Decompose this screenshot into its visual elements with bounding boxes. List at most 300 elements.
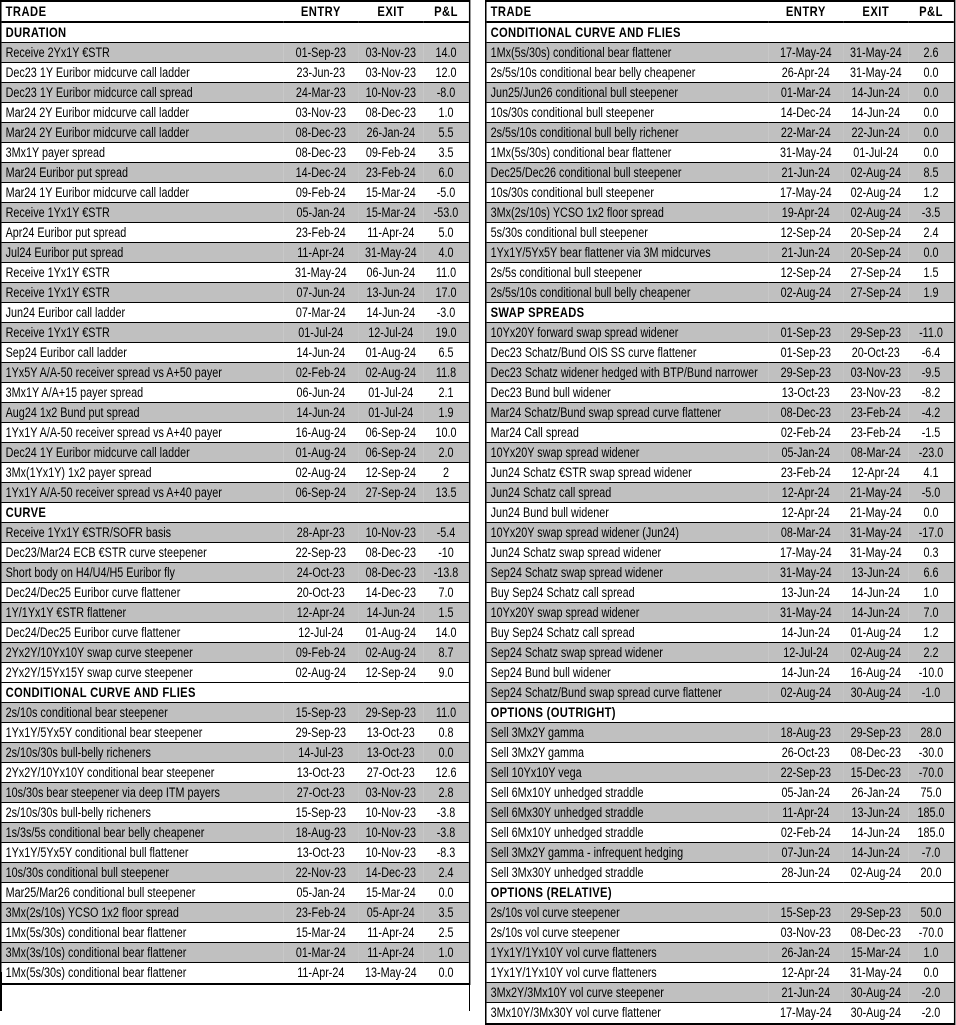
- entry-date-cell: 17-May-24: [768, 1003, 843, 1023]
- table-row: [487, 483, 954, 503]
- trade-name-cell: 3Mx(2s/10s) YCSO 1x2 floor spread: [2, 903, 284, 923]
- pnl-cell: 0.3: [908, 543, 954, 563]
- trade-name-cell: 2Yx2Y/10Yx10Y swap curve steepener: [2, 643, 284, 663]
- exit-date-cell: 14-Jun-24: [358, 603, 423, 623]
- entry-date-cell: 20-Oct-23: [283, 583, 358, 603]
- trade-name-cell: 1Yx1Y/1Yx10Y vol curve flatteners: [487, 963, 769, 983]
- table-row: [2, 903, 469, 923]
- entry-date-cell: 28-Apr-23: [283, 523, 358, 543]
- entry-date-cell: 01-Aug-24: [283, 443, 358, 463]
- pnl-cell: -3.8: [423, 803, 469, 823]
- pnl-cell: 0.0: [423, 743, 469, 763]
- entry-date-cell: 14-Jul-23: [283, 743, 358, 763]
- table-row: [2, 543, 469, 563]
- trade-name-cell: Apr24 Euribor put spread: [2, 223, 284, 243]
- trade-name-cell: 2s/10s conditional bear steepener: [2, 703, 284, 723]
- section-title: CURVE: [2, 503, 469, 523]
- trade-name-cell: Sell 3Mx2Y gamma - infrequent hedging: [487, 843, 769, 863]
- column-header-trade: TRADE: [2, 2, 284, 23]
- pnl-cell: 1.9: [423, 403, 469, 423]
- table-row: [487, 623, 954, 643]
- trade-name-cell: 1Yx1Y A/A-50 receiver spread vs A+40 payer: [2, 423, 284, 443]
- table-row: [487, 863, 954, 883]
- trade-name-cell: Jun24 Schatz swap spread widener: [487, 543, 769, 563]
- exit-date-cell: 10-Nov-23: [358, 823, 423, 843]
- table-row: [2, 843, 469, 863]
- table-row: [2, 723, 469, 743]
- trade-name-cell: 10Yx20Y forward swap spread widener: [487, 323, 769, 343]
- trade-name-cell: Sell 3Mx2Y gamma: [487, 723, 769, 743]
- trade-name-cell: Aug24 1x2 Bund put spread: [2, 403, 284, 423]
- pnl-cell: 4.0: [423, 243, 469, 263]
- exit-date-cell: 06-Sep-24: [358, 423, 423, 443]
- trade-name-cell: 2s/10s vol curve steepener: [487, 903, 769, 923]
- column-header-exit: EXIT: [358, 2, 423, 23]
- entry-date-cell: 28-Jun-24: [768, 863, 843, 883]
- table-row: [2, 703, 469, 723]
- pnl-cell: 0.0: [908, 963, 954, 983]
- pnl-cell: 6.5: [423, 343, 469, 363]
- pnl-cell: 10.0: [423, 423, 469, 443]
- pnl-cell: 11.0: [423, 703, 469, 723]
- pnl-cell: 1.5: [423, 603, 469, 623]
- entry-date-cell: 13-Oct-23: [283, 763, 358, 783]
- trades-table-left: [0, 0, 470, 985]
- table-section: [2, 683, 469, 983]
- exit-date-cell: 09-Feb-24: [358, 143, 423, 163]
- exit-date-cell: 03-Nov-23: [358, 63, 423, 83]
- trade-name-cell: Dec23 Schatz/Bund OIS SS curve flattener: [487, 343, 769, 363]
- trade-name-cell: Dec23/Mar24 ECB €STR curve steepener: [2, 543, 284, 563]
- entry-date-cell: 31-May-24: [283, 263, 358, 283]
- table-row: [487, 903, 954, 923]
- table-row: [487, 563, 954, 583]
- section-header-row: [487, 23, 954, 43]
- table-row: [2, 143, 469, 163]
- entry-date-cell: 07-Mar-24: [283, 303, 358, 323]
- trade-name-cell: Receive 1Yx1Y €STR/SOFR basis: [2, 523, 284, 543]
- pnl-cell: 17.0: [423, 283, 469, 303]
- table-row: [487, 1003, 954, 1023]
- entry-date-cell: 29-Sep-23: [768, 363, 843, 383]
- trade-name-cell: Mar25/Mar26 conditional bull steepener: [2, 883, 284, 903]
- pnl-cell: -1.5: [908, 423, 954, 443]
- trade-name-cell: Sep24 Schatz swap spread widener: [487, 643, 769, 663]
- exit-date-cell: 23-Feb-24: [358, 163, 423, 183]
- pnl-cell: 0.0: [908, 103, 954, 123]
- trade-name-cell: Sell 6Mx30Y unhedged straddle: [487, 803, 769, 823]
- exit-date-cell: 06-Jun-24: [358, 263, 423, 283]
- table-row: [2, 743, 469, 763]
- trade-name-cell: 2Yx2Y/10Yx10Y conditional bear steepener: [2, 763, 284, 783]
- exit-date-cell: 10-Nov-23: [358, 843, 423, 863]
- section-title: DURATION: [2, 23, 469, 43]
- entry-date-cell: 23-Jun-23: [283, 63, 358, 83]
- trade-name-cell: 1Yx1Y/5Yx5Y conditional bear steepener: [2, 723, 284, 743]
- exit-date-cell: 14-Jun-24: [843, 83, 908, 103]
- trade-name-cell: Sep24 Schatz swap spread widener: [487, 563, 769, 583]
- trade-name-cell: Jun25/Jun26 conditional bull steepener: [487, 83, 769, 103]
- entry-date-cell: 26-Apr-24: [768, 63, 843, 83]
- pnl-cell: 50.0: [908, 903, 954, 923]
- exit-date-cell: 31-May-24: [843, 43, 908, 63]
- table-row: [487, 963, 954, 983]
- entry-date-cell: 12-Sep-24: [768, 223, 843, 243]
- pnl-cell: 19.0: [423, 323, 469, 343]
- exit-date-cell: 02-Aug-24: [358, 363, 423, 383]
- column-header-p-l: P&L: [908, 2, 954, 23]
- entry-date-cell: 14-Jun-24: [283, 343, 358, 363]
- entry-date-cell: 12-Sep-24: [768, 263, 843, 283]
- trade-name-cell: 2s/10s vol curve steepener: [487, 923, 769, 943]
- pnl-cell: 8.5: [908, 163, 954, 183]
- section-title: OPTIONS (OUTRIGHT): [487, 703, 954, 723]
- trade-name-cell: Dec25/Dec26 conditional bull steepener: [487, 163, 769, 183]
- trade-name-cell: Jun24 Schatz €STR swap spread widener: [487, 463, 769, 483]
- trade-name-cell: Receive 1Yx1Y €STR: [2, 283, 284, 303]
- exit-date-cell: 23-Nov-23: [843, 383, 908, 403]
- entry-date-cell: 22-Nov-23: [283, 863, 358, 883]
- column-header-entry: ENTRY: [283, 2, 358, 23]
- trade-name-cell: Dec23 Schatz widener hedged with BTP/Bund narrower: [487, 363, 769, 383]
- exit-date-cell: 20-Sep-24: [843, 223, 908, 243]
- pnl-cell: 185.0: [908, 803, 954, 823]
- entry-date-cell: 02-Aug-24: [768, 283, 843, 303]
- entry-date-cell: 22-Sep-23: [768, 763, 843, 783]
- exit-date-cell: 02-Aug-24: [358, 643, 423, 663]
- table-row: [487, 803, 954, 823]
- exit-date-cell: 08-Dec-23: [843, 923, 908, 943]
- entry-date-cell: 02-Feb-24: [768, 423, 843, 443]
- entry-date-cell: 31-May-24: [768, 603, 843, 623]
- table-section: [487, 23, 954, 303]
- pnl-cell: 3.5: [423, 903, 469, 923]
- table-row: [2, 63, 469, 83]
- entry-date-cell: 14-Jun-24: [768, 663, 843, 683]
- table-row: [487, 543, 954, 563]
- pnl-cell: 11.8: [423, 363, 469, 383]
- entry-date-cell: 01-Mar-24: [283, 943, 358, 963]
- trade-name-cell: 3Mx(2s/10s) YCSO 1x2 floor spread: [487, 203, 769, 223]
- entry-date-cell: 21-Jun-24: [768, 243, 843, 263]
- entry-date-cell: 12-Jul-24: [768, 643, 843, 663]
- entry-date-cell: 11-Apr-24: [768, 803, 843, 823]
- exit-date-cell: 29-Sep-23: [843, 723, 908, 743]
- table-row: [487, 603, 954, 623]
- entry-date-cell: 08-Dec-23: [283, 143, 358, 163]
- trade-name-cell: Sep24 Bund bull widener: [487, 663, 769, 683]
- exit-date-cell: 27-Sep-24: [358, 483, 423, 503]
- table-row: [487, 43, 954, 63]
- table-row: [2, 43, 469, 63]
- exit-date-cell: 08-Dec-23: [358, 563, 423, 583]
- exit-date-cell: 08-Mar-24: [843, 443, 908, 463]
- trade-name-cell: Buy Sep24 Schatz call spread: [487, 583, 769, 603]
- trade-name-cell: Jun24 Schatz call spread: [487, 483, 769, 503]
- table-row: [2, 263, 469, 283]
- exit-date-cell: 13-Oct-23: [358, 743, 423, 763]
- pnl-cell: -5.0: [423, 183, 469, 203]
- exit-date-cell: 15-Mar-24: [358, 203, 423, 223]
- column-header-p-l: P&L: [423, 2, 469, 23]
- trade-name-cell: 1Yx1Y/5Yx5Y conditional bull flattener: [2, 843, 284, 863]
- entry-date-cell: 18-Aug-23: [768, 723, 843, 743]
- trade-name-cell: 3Mx(3s/10s) conditional bear flattener: [2, 943, 284, 963]
- exit-date-cell: 01-Jul-24: [358, 403, 423, 423]
- exit-date-cell: 21-May-24: [843, 503, 908, 523]
- exit-date-cell: 30-Aug-24: [843, 983, 908, 1003]
- trade-name-cell: Mar24 Euribor put spread: [2, 163, 284, 183]
- exit-date-cell: 12-Sep-24: [358, 663, 423, 683]
- exit-date-cell: 13-Oct-23: [358, 723, 423, 743]
- table-row: [487, 223, 954, 243]
- trade-name-cell: 1Yx1Y/1Yx10Y vol curve flatteners: [487, 943, 769, 963]
- exit-date-cell: 03-Nov-23: [358, 43, 423, 63]
- table-row: [2, 863, 469, 883]
- table-row: [487, 123, 954, 143]
- column-header-exit: EXIT: [843, 2, 908, 23]
- table-row: [2, 183, 469, 203]
- exit-date-cell: 29-Sep-23: [358, 703, 423, 723]
- exit-date-cell: 20-Sep-24: [843, 243, 908, 263]
- pnl-cell: 12.6: [423, 763, 469, 783]
- pnl-cell: -3.0: [423, 303, 469, 323]
- entry-date-cell: 26-Oct-23: [768, 743, 843, 763]
- entry-date-cell: 29-Sep-23: [283, 723, 358, 743]
- entry-date-cell: 24-Mar-23: [283, 83, 358, 103]
- exit-date-cell: 31-May-24: [843, 543, 908, 563]
- entry-date-cell: 14-Jun-24: [768, 623, 843, 643]
- entry-date-cell: 08-Dec-23: [768, 403, 843, 423]
- trade-name-cell: 1s/3s/5s conditional bear belly cheapener: [2, 823, 284, 843]
- pnl-cell: 0.0: [908, 143, 954, 163]
- pnl-cell: 2.8: [423, 783, 469, 803]
- exit-date-cell: 01-Aug-24: [358, 623, 423, 643]
- table-row: [487, 263, 954, 283]
- entry-date-cell: 23-Feb-24: [768, 463, 843, 483]
- exit-date-cell: 02-Aug-24: [843, 643, 908, 663]
- pnl-cell: -4.2: [908, 403, 954, 423]
- trade-name-cell: 10Yx20Y swap spread widener: [487, 603, 769, 623]
- table-row: [487, 383, 954, 403]
- table-row: [487, 463, 954, 483]
- table-row: [487, 343, 954, 363]
- exit-date-cell: 12-Jul-24: [358, 323, 423, 343]
- entry-date-cell: 18-Aug-23: [283, 823, 358, 843]
- table-row: [487, 283, 954, 303]
- table-row: [487, 823, 954, 843]
- entry-date-cell: 21-Jun-24: [768, 163, 843, 183]
- exit-date-cell: 15-Dec-23: [843, 763, 908, 783]
- trade-name-cell: 2s/5s/10s conditional bull belly richener: [487, 123, 769, 143]
- pnl-cell: -10.0: [908, 663, 954, 683]
- trade-name-cell: 3Mx10Y/3Mx30Y vol curve flattener: [487, 1003, 769, 1023]
- table-row: [2, 663, 469, 683]
- table-row: [2, 563, 469, 583]
- pnl-cell: 0.0: [908, 123, 954, 143]
- table-row: [2, 963, 469, 983]
- exit-date-cell: 12-Apr-24: [843, 463, 908, 483]
- entry-date-cell: 01-Sep-23: [283, 43, 358, 63]
- trade-name-cell: Receive 1Yx1Y €STR: [2, 203, 284, 223]
- table-row: [487, 723, 954, 743]
- pnl-cell: 0.0: [908, 63, 954, 83]
- exit-date-cell: 02-Aug-24: [843, 163, 908, 183]
- entry-date-cell: 15-Sep-23: [283, 703, 358, 723]
- exit-date-cell: 01-Aug-24: [358, 343, 423, 363]
- pnl-cell: 2.4: [423, 863, 469, 883]
- table-row: [2, 303, 469, 323]
- pnl-cell: -5.0: [908, 483, 954, 503]
- trade-name-cell: 3Mx(1Yx1Y) 1x2 payer spread: [2, 463, 284, 483]
- pnl-cell: -2.0: [908, 983, 954, 1003]
- table-row: [487, 63, 954, 83]
- table-row: [487, 663, 954, 683]
- pnl-cell: 6.6: [908, 563, 954, 583]
- trade-name-cell: Sep24 Euribor call ladder: [2, 343, 284, 363]
- entry-date-cell: 13-Oct-23: [768, 383, 843, 403]
- entry-date-cell: 17-May-24: [768, 183, 843, 203]
- exit-date-cell: 31-May-24: [843, 963, 908, 983]
- pnl-cell: 28.0: [908, 723, 954, 743]
- pnl-cell: -11.0: [908, 323, 954, 343]
- entry-date-cell: 27-Oct-23: [283, 783, 358, 803]
- entry-date-cell: 11-Apr-24: [283, 243, 358, 263]
- entry-date-cell: 22-Mar-24: [768, 123, 843, 143]
- exit-date-cell: 06-Sep-24: [358, 443, 423, 463]
- pnl-cell: -9.5: [908, 363, 954, 383]
- pnl-cell: 5.0: [423, 223, 469, 243]
- exit-date-cell: 16-Aug-24: [843, 663, 908, 683]
- pnl-cell: 2.6: [908, 43, 954, 63]
- exit-date-cell: 13-Jun-24: [843, 563, 908, 583]
- table-row: [2, 943, 469, 963]
- table-row: [2, 163, 469, 183]
- exit-date-cell: 01-Jul-24: [843, 143, 908, 163]
- entry-date-cell: 16-Aug-24: [283, 423, 358, 443]
- pnl-cell: -1.0: [908, 683, 954, 703]
- entry-date-cell: 14-Dec-24: [283, 163, 358, 183]
- entry-date-cell: 14-Dec-24: [768, 103, 843, 123]
- table-row: [2, 203, 469, 223]
- trade-name-cell: 2s/10s/30s bull-belly richeners: [2, 803, 284, 823]
- exit-date-cell: 10-Nov-23: [358, 803, 423, 823]
- table-row: [487, 323, 954, 343]
- exit-date-cell: 26-Jan-24: [843, 783, 908, 803]
- pnl-cell: -13.8: [423, 563, 469, 583]
- pnl-cell: 5.5: [423, 123, 469, 143]
- exit-date-cell: 23-Feb-24: [843, 403, 908, 423]
- table-row: [487, 783, 954, 803]
- exit-date-cell: 12-Sep-24: [358, 463, 423, 483]
- exit-date-cell: 11-Apr-24: [358, 923, 423, 943]
- section-header-row: [487, 303, 954, 323]
- table-row: [2, 383, 469, 403]
- trade-name-cell: 5s/30s conditional bull steepener: [487, 223, 769, 243]
- table-row: [2, 103, 469, 123]
- table-row: [2, 283, 469, 303]
- entry-date-cell: 12-Jul-24: [283, 623, 358, 643]
- entry-date-cell: 02-Aug-24: [283, 463, 358, 483]
- table-row: [2, 523, 469, 543]
- exit-date-cell: 05-Apr-24: [358, 903, 423, 923]
- exit-date-cell: 31-May-24: [843, 523, 908, 543]
- entry-date-cell: 05-Jan-24: [283, 203, 358, 223]
- pnl-cell: -53.0: [423, 203, 469, 223]
- trade-name-cell: 10s/30s conditional bull steepener: [487, 103, 769, 123]
- section-header-row: [2, 23, 469, 43]
- pnl-cell: 9.0: [423, 663, 469, 683]
- column-header-entry: ENTRY: [768, 2, 843, 23]
- pnl-cell: -17.0: [908, 523, 954, 543]
- trade-name-cell: Dec24 1Y Euribor midcurve call ladder: [2, 443, 284, 463]
- entry-date-cell: 02-Feb-24: [768, 823, 843, 843]
- table-row: [487, 443, 954, 463]
- table-row: [2, 483, 469, 503]
- entry-date-cell: 19-Apr-24: [768, 203, 843, 223]
- table-row: [2, 83, 469, 103]
- entry-date-cell: 02-Aug-24: [768, 683, 843, 703]
- pnl-cell: 2.0: [423, 443, 469, 463]
- exit-date-cell: 13-Jun-24: [843, 803, 908, 823]
- trade-name-cell: Mar24 2Y Euribor midcurve call ladder: [2, 123, 284, 143]
- exit-date-cell: 14-Jun-24: [358, 303, 423, 323]
- exit-date-cell: 02-Aug-24: [843, 203, 908, 223]
- entry-date-cell: 06-Sep-24: [283, 483, 358, 503]
- entry-date-cell: 13-Oct-23: [283, 843, 358, 863]
- trades-table-right: [485, 0, 955, 1025]
- exit-date-cell: 11-Apr-24: [358, 943, 423, 963]
- pnl-cell: 0.0: [908, 243, 954, 263]
- table-row: [487, 923, 954, 943]
- pnl-cell: 1.9: [908, 283, 954, 303]
- pnl-cell: -30.0: [908, 743, 954, 763]
- table-row: [487, 183, 954, 203]
- table-row: [487, 403, 954, 423]
- trade-name-cell: Mar24 1Y Euribor midcurve call ladder: [2, 183, 284, 203]
- table-row: [487, 83, 954, 103]
- table-row: [487, 983, 954, 1003]
- exit-date-cell: 03-Nov-23: [358, 783, 423, 803]
- exit-date-cell: 14-Jun-24: [843, 103, 908, 123]
- table-row: [487, 143, 954, 163]
- trade-name-cell: Buy Sep24 Schatz call spread: [487, 623, 769, 643]
- entry-date-cell: 03-Nov-23: [768, 923, 843, 943]
- entry-date-cell: 13-Jun-24: [768, 583, 843, 603]
- pnl-cell: 13.5: [423, 483, 469, 503]
- table-row: [487, 643, 954, 663]
- exit-date-cell: 31-May-24: [843, 63, 908, 83]
- trade-name-cell: Sell 10Yx10Y vega: [487, 763, 769, 783]
- trade-name-cell: 1Y/1Yx1Y €STR flattener: [2, 603, 284, 623]
- section-title: SWAP SPREADS: [487, 303, 954, 323]
- pnl-cell: -70.0: [908, 763, 954, 783]
- entry-date-cell: 14-Jun-24: [283, 403, 358, 423]
- exit-date-cell: 14-Jun-24: [843, 823, 908, 843]
- entry-date-cell: 01-Mar-24: [768, 83, 843, 103]
- trade-name-cell: 2Yx2Y/15Yx15Y swap curve steepener: [2, 663, 284, 683]
- entry-date-cell: 12-Apr-24: [283, 603, 358, 623]
- trade-name-cell: 3Mx2Y/3Mx10Y vol curve steepener: [487, 983, 769, 1003]
- trade-name-cell: 1Yx1Y/5Yx5Y bear flattener via 3M midcurves: [487, 243, 769, 263]
- pnl-cell: 12.0: [423, 63, 469, 83]
- trade-name-cell: 3Mx1Y A/A+15 payer spread: [2, 383, 284, 403]
- entry-date-cell: 23-Feb-24: [283, 903, 358, 923]
- entry-date-cell: 05-Jan-24: [768, 783, 843, 803]
- pnl-cell: 0.0: [423, 883, 469, 903]
- trade-name-cell: Receive 2Yx1Y €STR: [2, 43, 284, 63]
- section-header-row: [2, 503, 469, 523]
